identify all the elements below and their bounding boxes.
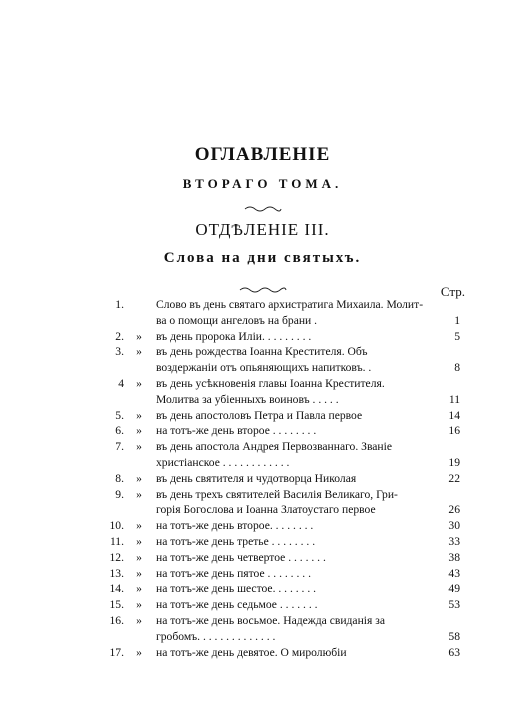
toc-entry-line: на тотъ-же день седьмое . . . . . . . [156, 598, 318, 612]
toc-entry-ditto-mark: » [136, 566, 142, 580]
toc-entry-page-number: 8 [454, 361, 460, 375]
toc-entry-number: 11. [109, 534, 124, 548]
toc-entry-ditto-mark: » [136, 329, 142, 343]
toc-entry-ditto-mark: » [136, 345, 142, 359]
toc-entry-line: гробомъ. . . . . . . . . . . . . . [156, 629, 276, 643]
toc-entry-ditto-mark: » [136, 376, 142, 390]
toc-entry [100, 329, 460, 345]
toc-entry-page-number: 43 [448, 566, 460, 580]
toc-entry-ditto-mark: » [136, 487, 142, 501]
toc-entry-line: на тотъ-же день шестое. . . . . . . . [156, 582, 317, 596]
toc-entry-number: 13. [109, 566, 124, 580]
section-subheading: Слова на дни святыхъ. [163, 250, 362, 266]
toc-entry [100, 518, 460, 534]
toc-entry-line: въ день апостола Андрея Первозваннаго. Званіе [156, 440, 392, 454]
toc-entry-line: на тотъ-же день четвертое . . . . . . . [156, 550, 326, 564]
toc-entry-line: христіанское . . . . . . . . . . . . [156, 455, 290, 469]
toc-entry-line: на тотъ-же день второе . . . . . . . . [156, 424, 317, 438]
toc-entry-page-number: 49 [448, 582, 460, 596]
toc-entry-title [156, 613, 428, 645]
toc-entry-title [156, 329, 428, 345]
toc-entry-line: въ день апостоловъ Петра и Павла первое [156, 408, 363, 422]
toc-entry [100, 439, 460, 471]
toc-entry-ditto-mark: » [136, 408, 142, 422]
toc-entry-ditto-mark: » [136, 471, 142, 485]
toc-entry-number: 8. [115, 471, 124, 485]
toc-entry-title [156, 597, 428, 613]
toc-entry [100, 297, 460, 329]
toc-entry-title [156, 423, 428, 439]
ornament-divider-top [0, 198, 525, 217]
toc-entry-title [156, 439, 428, 471]
toc-entry-ditto-mark: » [136, 519, 142, 533]
toc-entry-title [156, 344, 428, 376]
toc-entry [100, 423, 460, 439]
page-subtitle: ВТОРАГО ТОМА. [182, 176, 343, 191]
toc-entry-ditto-mark: » [136, 440, 142, 454]
toc-entry [100, 597, 460, 613]
toc-entry-number: 5. [115, 408, 124, 422]
toc-entry-ditto-mark: » [136, 424, 142, 438]
toc-entry-number: 7. [115, 440, 124, 454]
toc-entry-page-number: 22 [448, 471, 460, 485]
toc-entry-line: на тотъ-же день пятое . . . . . . . . [156, 566, 311, 580]
page-column-header: Стр. [440, 284, 465, 299]
toc-entry-line: въ день пророка Иліи. . . . . . . . . [156, 329, 312, 343]
toc-entry-page-number: 5 [454, 329, 460, 343]
toc-entry-ditto-mark: » [136, 645, 142, 659]
toc-entry-number: 14. [109, 582, 124, 596]
toc-entry-page-number: 19 [448, 455, 460, 469]
toc-entry-line: на тотъ-же день третье . . . . . . . . [156, 534, 316, 548]
toc-entry [100, 566, 460, 582]
toc-entry-line: ва о помощи ангеловъ на брани . [156, 313, 318, 327]
toc-entry-title [156, 566, 428, 582]
toc-entry-page-number: 33 [448, 534, 460, 548]
toc-entry [100, 408, 460, 424]
toc-entry-number: 2. [115, 329, 124, 343]
toc-entry-number: 6. [115, 424, 124, 438]
table-of-contents [100, 297, 460, 660]
toc-entry-title [156, 297, 428, 329]
toc-entry-number: 12. [109, 550, 124, 564]
toc-entry-page-number: 53 [448, 598, 460, 612]
toc-entry-title [156, 645, 428, 661]
toc-entry-number: 9. [115, 487, 124, 501]
toc-entry [100, 471, 460, 487]
page-title: ОГЛАВЛЕНІЕ [194, 144, 331, 165]
toc-entry-line: въ день трехъ святителей Василія Великаго, Гри- [156, 487, 398, 501]
toc-entry [100, 645, 460, 661]
toc-entry-number: 4 [118, 376, 124, 390]
toc-entry-title [156, 534, 428, 550]
toc-entry-line: Молитва за убіенныхъ воиновъ . . . . . [156, 392, 339, 406]
toc-entry-page-number: 16 [448, 424, 460, 438]
toc-entry-title [156, 581, 428, 597]
toc-entry-ditto-mark: » [136, 598, 142, 612]
section-heading: ОТДѢЛЕНІЕ III. [195, 220, 330, 239]
toc-entry-page-number: 11 [448, 392, 460, 406]
toc-entry [100, 344, 460, 376]
toc-entry-title [156, 408, 428, 424]
toc-entry-number: 17. [109, 645, 124, 659]
toc-entry-title [156, 518, 428, 534]
toc-entry-number: 15. [109, 598, 124, 612]
toc-entry-page-number: 30 [448, 519, 460, 533]
toc-entry [100, 534, 460, 550]
toc-entry-line: въ день рождества Іоанна Крестителя. Объ [156, 345, 368, 359]
toc-entry-page-number: 63 [448, 645, 460, 659]
toc-entry-line: Слово въ день святаго архистратига Михаила. Молит- [156, 298, 424, 311]
toc-entry [100, 487, 460, 519]
toc-entry-number: 3. [115, 345, 124, 359]
toc-entry-line: воздержаніи отъ опьяняющихъ напитковъ. . [156, 361, 372, 375]
toc-entry-page-number: 38 [448, 550, 460, 564]
toc-entry-line: на тотъ-же день девятое. О миролюбіи [156, 645, 347, 659]
toc-entry [100, 376, 460, 408]
toc-entry-line: на тотъ-же день восьмое. Надежда свиданія за [156, 613, 385, 627]
toc-entry-line: на тотъ-же день второе. . . . . . . . [156, 519, 314, 533]
toc-entry-line: въ день усѣкновенія главы Іоанна Крестителя. [156, 376, 385, 390]
toc-entry [100, 581, 460, 597]
toc-entry [100, 613, 460, 645]
toc-entry-number: 16. [109, 613, 124, 627]
toc-entry-title [156, 487, 428, 519]
toc-entry-ditto-mark: » [136, 582, 142, 596]
toc-entry-title [156, 376, 428, 408]
toc-entry-ditto-mark: » [136, 550, 142, 564]
toc-entry-ditto-mark: » [136, 534, 142, 548]
toc-entry-page-number: 26 [448, 503, 460, 517]
toc-entry-title [156, 550, 428, 566]
toc-entry-page-number: 1 [454, 313, 460, 327]
toc-entry-line: въ день святителя и чудотворца Николая [156, 471, 357, 485]
toc-entry-line: горія Богослова и Іоанна Златоустаго первое [156, 503, 376, 517]
toc-entry-page-number: 58 [448, 629, 460, 643]
toc-entry-ditto-mark: » [136, 613, 142, 627]
toc-entry-page-number: 14 [448, 408, 460, 422]
toc-entry-title [156, 471, 428, 487]
toc-entry-number: 1. [115, 298, 124, 311]
toc-entry-number: 10. [109, 519, 124, 533]
toc-entry [100, 550, 460, 566]
